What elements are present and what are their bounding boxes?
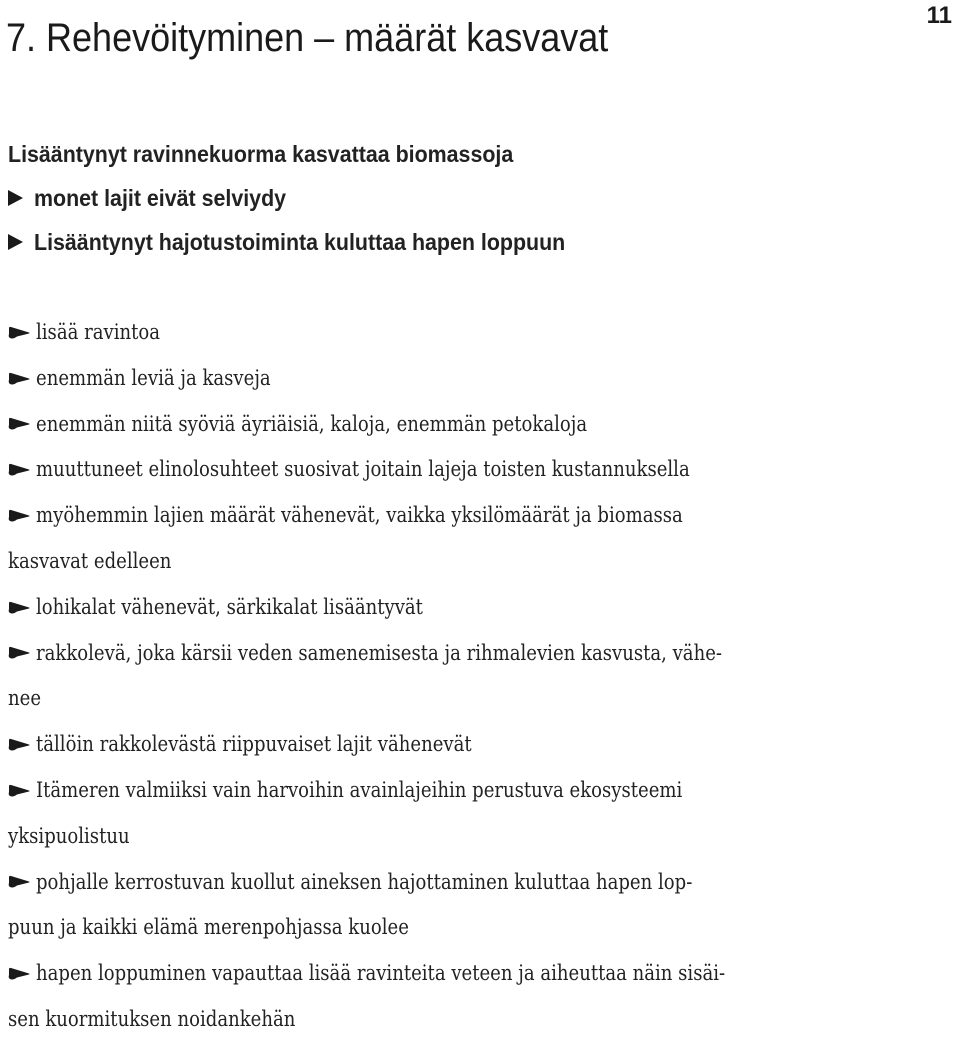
pointing-bullet-icon xyxy=(8,372,30,386)
list-item xyxy=(8,951,908,997)
intro-heading xyxy=(8,132,948,176)
list-item-text: yksipuolistuu xyxy=(8,823,130,848)
intro-item-text: Lisääntynyt hajotustoiminta kuluttaa hapen loppuun xyxy=(34,229,566,255)
pointing-bullet-icon xyxy=(8,784,30,798)
list-item-text: muuttuneet elinolosuhteet suosivat joitain lajeja toisten kustannuksella xyxy=(36,457,690,482)
pointing-bullet-icon xyxy=(8,601,30,615)
list-item-text: tällöin rakkolevästä riippuvaiset lajit vähenevät xyxy=(36,732,472,757)
list-item-text: myöhemmin lajien määrät vähenevät, vaikka yksilömäärät ja biomassa xyxy=(36,503,683,528)
list-item xyxy=(8,447,908,493)
list-item-text: puun ja kaikki elämä merenpohjassa kuolee xyxy=(8,915,409,940)
intro-heading-text: Lisääntynyt ravinnekuorma kasvattaa biomassoja xyxy=(8,141,514,167)
intro-item xyxy=(8,176,948,220)
list-item xyxy=(8,310,908,356)
list-item-text: sen kuormituksen noidankehän xyxy=(8,1006,296,1031)
list-item-text: Itämeren valmiiksi vain harvoihin avainlajeihin perustuva ekosysteemi xyxy=(36,777,683,802)
pointing-bullet-icon xyxy=(8,646,30,660)
page-title: 7. Rehevöityminen – määrät kasvavat xyxy=(6,16,609,60)
list-item-text: lohikalat vähenevät, särkikalat lisääntyvät xyxy=(36,594,423,619)
list-item-continuation xyxy=(8,539,908,585)
pointing-bullet-icon xyxy=(8,509,30,523)
list-item xyxy=(8,493,908,539)
list-item-text: rakkolevä, joka kärsii veden samenemisesta ja rihmalevien kasvusta, vähe- xyxy=(36,640,722,665)
list-item xyxy=(8,768,908,814)
list-item xyxy=(8,722,908,768)
list-item xyxy=(8,402,908,448)
list-item-continuation xyxy=(8,905,908,951)
pointing-bullet-icon xyxy=(8,967,30,981)
list-item-text: kasvavat edelleen xyxy=(8,548,172,573)
triangle-bullet-icon xyxy=(8,190,23,206)
pointing-bullet-icon xyxy=(8,463,30,477)
list-item-text: pohjalle kerrostuvan kuollut aineksen hajottaminen kuluttaa hapen lop- xyxy=(36,869,693,894)
list-item-text: lisää ravintoa xyxy=(36,320,161,344)
list-item xyxy=(8,860,908,906)
list-item-text: enemmän leviä ja kasveja xyxy=(36,365,271,390)
intro-item xyxy=(8,220,948,264)
page-number: 11 xyxy=(926,2,952,29)
list-item xyxy=(8,356,908,402)
bullet-list xyxy=(8,310,908,1043)
pointing-bullet-icon xyxy=(8,738,30,752)
intro-item-text: monet lajit eivät selviydy xyxy=(34,185,287,211)
list-item-text: hapen loppuminen vapauttaa lisää ravinteita veteen ja aiheuttaa näin sisäi- xyxy=(36,961,726,986)
list-item-continuation xyxy=(8,676,908,722)
pointing-bullet-icon xyxy=(8,875,30,889)
list-item xyxy=(8,631,908,677)
list-item xyxy=(8,585,908,631)
list-item-continuation xyxy=(8,997,908,1043)
list-item-text: enemmän niitä syöviä äyriäisiä, kaloja, enemmän petokaloja xyxy=(36,411,588,436)
intro-section xyxy=(8,132,948,264)
triangle-bullet-icon xyxy=(8,234,23,250)
list-item-text: nee xyxy=(8,686,42,711)
pointing-bullet-icon xyxy=(8,326,30,340)
list-item-continuation xyxy=(8,814,908,860)
pointing-bullet-icon xyxy=(8,417,30,431)
